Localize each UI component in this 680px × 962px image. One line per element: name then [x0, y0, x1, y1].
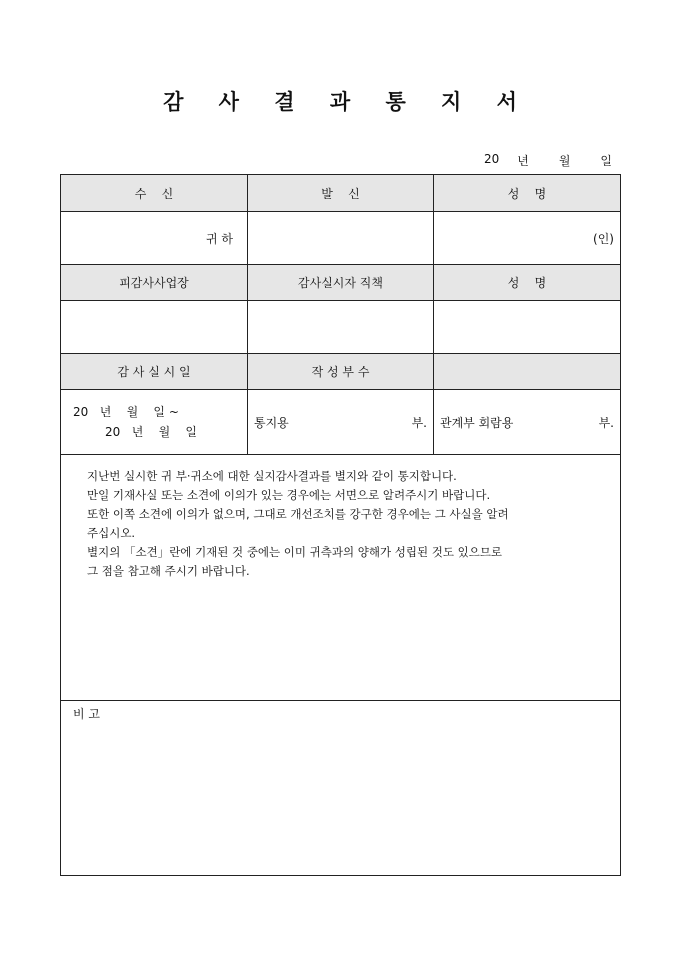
auditor-name-header: 성 명 — [434, 265, 620, 300]
header-row-3 — [61, 354, 620, 390]
audit-date-header: 감 사 실 시 일 — [61, 354, 248, 389]
sender-header: 발 신 — [248, 175, 434, 211]
auditor-title-header: 감사실시자 직책 — [248, 265, 434, 300]
name-header: 성 명 — [434, 175, 620, 211]
remark-label: 비 고 — [73, 707, 100, 721]
sender-cell[interactable] — [248, 212, 434, 264]
notice-copies-cell[interactable] — [248, 390, 434, 454]
document-title: 감 사 결 과 통 지 서 — [163, 89, 531, 114]
period-row — [61, 390, 620, 455]
audit-period-cell[interactable] — [61, 390, 248, 454]
copies-header: 작 성 부 수 — [248, 354, 434, 389]
circulation-copies-unit: 부. — [598, 415, 614, 430]
body-line: 만일 기재사실 또는 소견에 이의가 있는 경우에는 서면으로 알려주시기 바랍니다. — [87, 488, 491, 502]
body-line: 별지의 「소견」란에 기재된 것 중에는 이미 귀측과의 양해가 성립된 것도 있으므로 — [87, 545, 503, 559]
recipient-row — [61, 212, 620, 265]
date-year: 년 — [517, 154, 529, 168]
notice-copies-label: 통지용 — [254, 415, 289, 430]
period-start: 20 년 월 일 ~ — [73, 405, 179, 419]
date-year-prefix: 20 — [483, 152, 500, 166]
circulation-copies-cell[interactable] — [434, 390, 620, 454]
auditor-name-cell[interactable] — [434, 301, 620, 353]
honorific-text: 귀 하 — [206, 231, 233, 246]
auditor-row — [61, 301, 620, 354]
empty-header — [434, 354, 620, 389]
notice-copies-unit: 부. — [411, 415, 427, 430]
period-end: 20 년 월 일 — [105, 425, 198, 439]
body-line: 그 점을 참고해 주시기 바랍니다. — [87, 564, 250, 578]
notice-body — [61, 455, 620, 701]
date-line — [60, 152, 612, 169]
date-month: 월 — [558, 154, 571, 168]
recipient-header: 수 신 — [61, 175, 248, 211]
notice-form — [60, 174, 621, 876]
header-row — [61, 175, 620, 212]
auditor-title-cell[interactable] — [248, 301, 434, 353]
date-day: 일 — [600, 154, 612, 168]
header-row-2 — [61, 265, 620, 301]
body-line: 또한 이쪽 소견에 이의가 없으며, 그대로 개선조치를 강구한 경우에는 그 사실을 알려 — [87, 507, 509, 521]
body-line: 주십시오. — [87, 526, 136, 540]
audited-site-header: 피감사사업장 — [61, 265, 248, 300]
recipient-cell[interactable] — [61, 212, 248, 264]
circulation-copies-label: 관계부 회람용 — [440, 415, 514, 430]
body-line: 지난번 실시한 귀 부·귀소에 대한 실지감사결과를 별지와 같이 통지합니다. — [87, 469, 457, 483]
signature-cell[interactable] — [434, 212, 620, 264]
audited-site-cell[interactable] — [61, 301, 248, 353]
seal-text: (인) — [593, 231, 614, 246]
